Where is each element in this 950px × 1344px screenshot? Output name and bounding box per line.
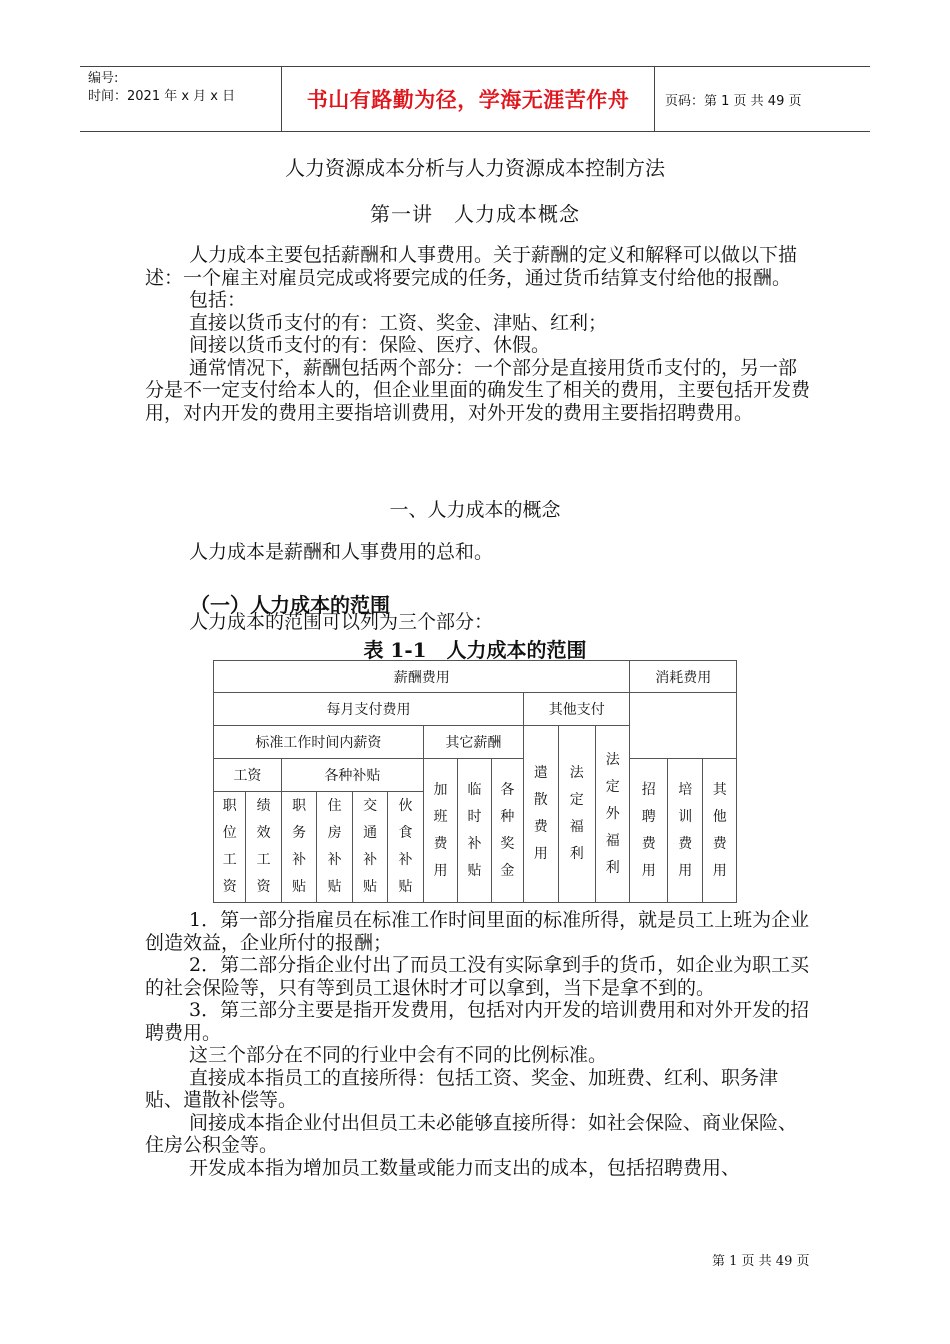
table-cell [703, 759, 737, 903]
section-paragraph: 人力成本是薪酬和人事费用的总和。 [189, 541, 494, 563]
cell-text: 住房补贴 [327, 798, 342, 895]
table-header-wage: 工资 [214, 759, 282, 792]
point-paragraph: 直接成本指员工的直接所得：包括工资、奖金、加班费、红利、职务津贴、遣散补偿等。 [145, 1066, 779, 1111]
table-header-other-pay: 其他支付 [524, 693, 630, 726]
table-empty-cell [630, 693, 737, 759]
table-cell [667, 759, 702, 903]
table-cell [317, 792, 352, 903]
document-title: 人力资源成本分析与人力资源成本控制方法 [285, 156, 665, 180]
cell-text: 加班费用 [433, 781, 448, 879]
page-header [80, 66, 870, 132]
section-text [145, 541, 813, 564]
header-page-code: 页码：第 1 页 共 49 页 [665, 93, 802, 109]
cell-text: 其他费用 [712, 781, 727, 879]
header-meta [80, 67, 282, 131]
intro-paragraph: 直接以货币支付的有：工资、奖金、津贴、红利； [189, 311, 608, 334]
table-cell [458, 759, 491, 903]
cell-text: 职务补贴 [292, 798, 307, 895]
lecture-title: 第一讲 人力成本概念 [370, 202, 580, 226]
table-cell [596, 726, 630, 903]
subsection-text [145, 611, 813, 634]
intro-text [145, 244, 813, 424]
table-cell [630, 759, 668, 903]
table-cell [246, 792, 281, 903]
table-header-subsidy: 各种补贴 [281, 759, 423, 792]
table-header-other-salary: 其它薪酬 [423, 726, 523, 759]
table-cell [214, 792, 246, 903]
number-label: 编号: [88, 71, 119, 86]
cell-text: 法定外福利 [605, 751, 620, 876]
cost-range-table [213, 660, 737, 902]
cell-text: 交通补贴 [363, 798, 378, 895]
table-cell [281, 792, 316, 903]
time-label: 时间：2021 年 x 月 x 日 [88, 89, 236, 104]
table-header-monthly: 每月支付费用 [214, 693, 524, 726]
table-cell [388, 792, 423, 903]
table-cell [524, 726, 558, 903]
point-paragraph: 开发成本指为增加员工数量或能力而支出的成本，包括招聘费用、 [189, 1156, 741, 1179]
cell-text: 招聘费用 [641, 781, 656, 879]
point-paragraph: 间接成本指企业付出但员工未必能够直接所得：如社会保险、商业保险、住房公积金等。 [145, 1111, 798, 1156]
table-cell [423, 759, 457, 903]
point-paragraph: 3．第三部分主要是指开发费用，包括对内开发的培训费用和对外开发的招聘费用。 [145, 999, 810, 1044]
section-heading: 一、人力成本的概念 [389, 499, 561, 521]
table-cell [352, 792, 387, 903]
cell-text: 培训费用 [678, 781, 693, 879]
intro-paragraph: 包括： [189, 289, 247, 311]
intro-paragraph: 间接以货币支付的有：保险、医疗、休假。 [189, 334, 551, 356]
cell-text: 伙食补贴 [398, 798, 413, 895]
table-header-standard: 标准工作时间内薪资 [214, 726, 424, 759]
intro-paragraph: 人力成本主要包括薪酬和人事费用。关于薪酬的定义和解释可以做以下描述：一个雇主对雇员完成或将要完成的任务，通过货币结算支付给他的报酬。 [145, 244, 798, 289]
table-cell [491, 759, 523, 903]
cell-text: 各种奖金 [500, 781, 515, 879]
cell-text: 遣散费用 [533, 765, 548, 862]
point-paragraph: 这三个部分在不同的行业中会有不同的比例标准。 [189, 1044, 608, 1066]
subsection-paragraph: 人力成本的范围可以列为三个部分： [189, 611, 494, 633]
table-header-consume: 消耗费用 [630, 661, 737, 693]
table-caption: 表 1-1 人力成本的范围 [363, 638, 587, 662]
cell-text: 法定福利 [569, 765, 584, 862]
cell-text: 职位工资 [222, 798, 237, 895]
page-footer: 第 1 页 共 49 页 [712, 1254, 810, 1269]
points-text [145, 909, 813, 1179]
point-paragraph: 2．第二部分指企业付出了而员工没有实际拿到手的货币，如企业为职工买的社会保险等，只有等到员工退休时才可以拿到，当下是拿不到的。 [145, 954, 810, 999]
subsection-heading: （一）人力成本的范围 [190, 593, 390, 617]
point-paragraph: 1．第一部分指雇员在标准工作时间里面的标准所得，就是员工上班为企业创造效益，企业所付的报酬； [145, 909, 810, 954]
table-cell [558, 726, 596, 903]
cell-text: 临时补贴 [467, 781, 482, 879]
intro-paragraph: 通常情况下，薪酬包括两个部分：一个部分是直接用货币支付的，另一部分是不一定支付给本人的，但企业里面的确发生了相关的费用，主要包括开发费用，对内开发的费用主要指培训费用，对外开发的费用主要指招聘费用。 [145, 356, 811, 424]
table-header-salary: 薪酬费用 [214, 661, 630, 693]
cell-text: 绩效工资 [256, 798, 271, 895]
header-motto: 书山有路勤为径，学海无涯苦作舟 [282, 67, 655, 131]
